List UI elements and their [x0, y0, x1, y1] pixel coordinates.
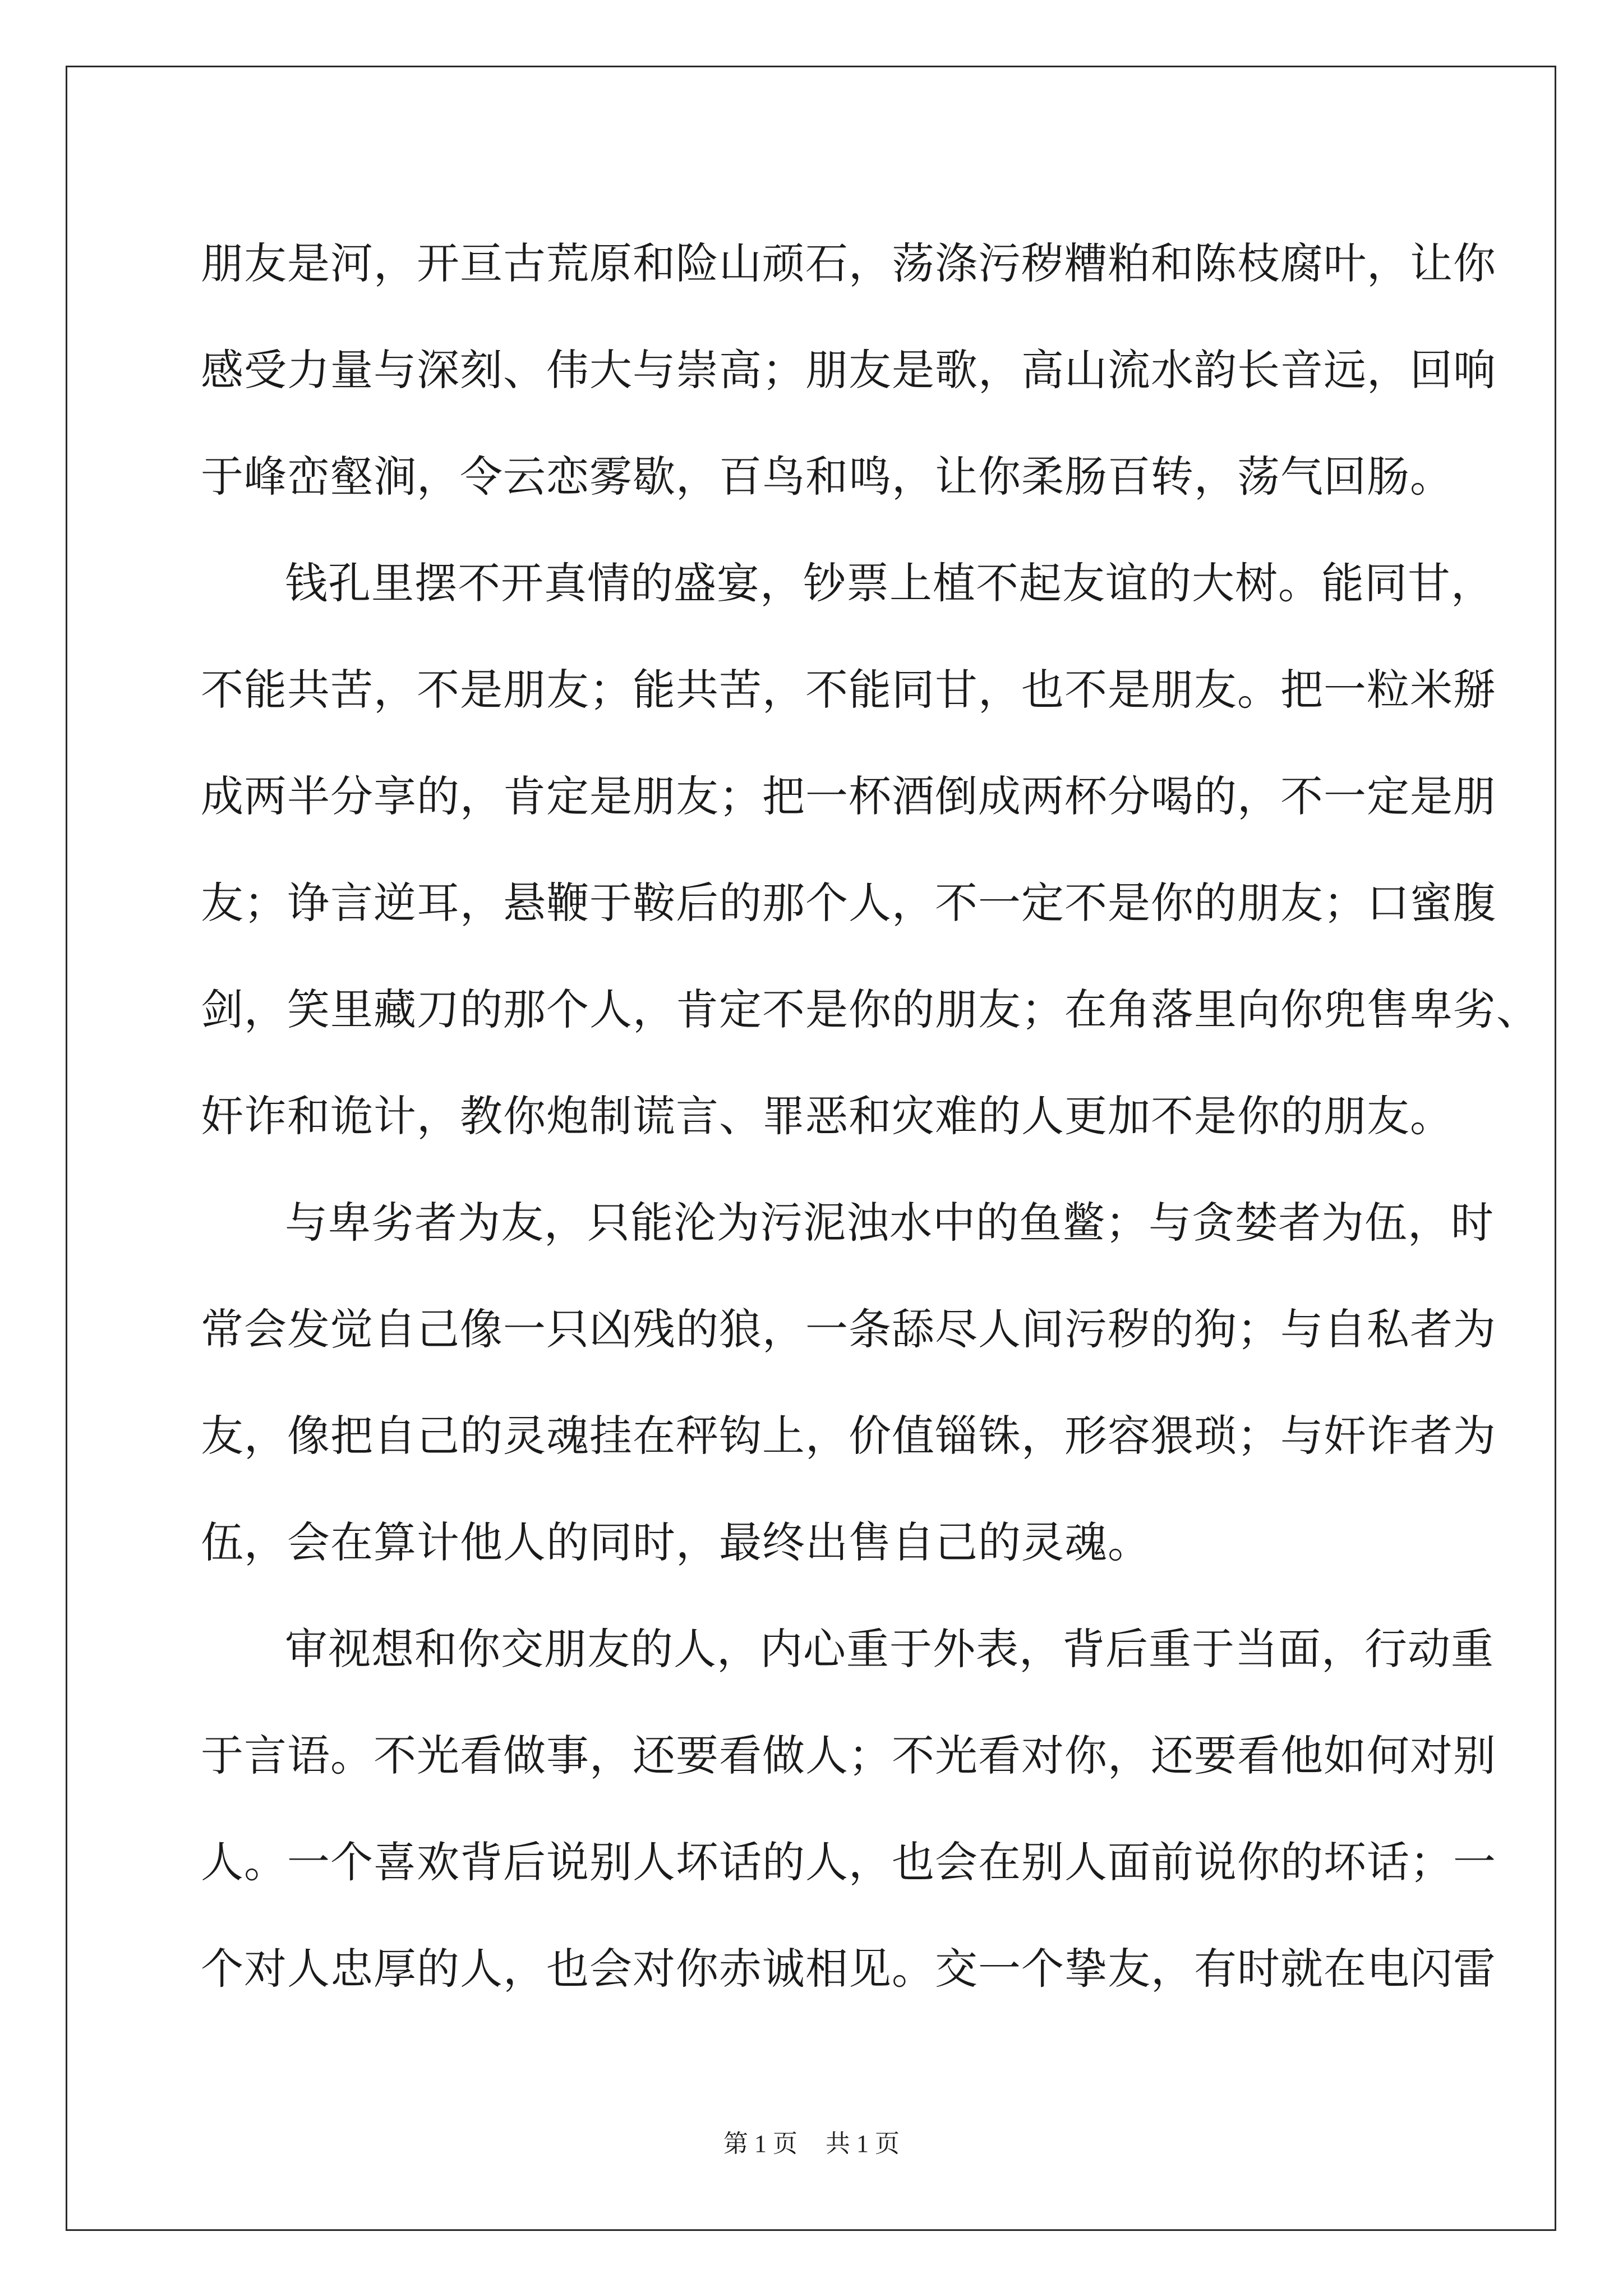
text-line: 友，像把自己的灵魂挂在秤钩上，价值锱铢，形容猥琐；与奸诈者为 [201, 1411, 1496, 1461]
text-line: 友；诤言逆耳，悬鞭于鞍后的那个人，不一定不是你的朋友；口蜜腹 [201, 878, 1496, 928]
text-line: 常会发觉自己像一只凶残的狼，一条舔尽人间污秽的狗；与自私者为 [201, 1304, 1496, 1354]
page-number: 第 1 页 [723, 2130, 797, 2157]
text-line: 奸诈和诡计，教你炮制谎言、罪恶和灾难的人更加不是你的朋友。 [201, 1091, 1453, 1141]
text-line: 于峰峦壑涧，令云恋雾歇，百鸟和鸣，让你柔肠百转，荡气回肠。 [201, 452, 1453, 501]
page-footer [0, 2127, 1623, 2161]
text-line: 与卑劣者为友，只能沦为污泥浊水中的鱼鳖；与贪婪者为伍，时 [285, 1198, 1494, 1248]
text-line: 钱孔里摆不开真情的盛宴，钞票上植不起友谊的大树。能同甘， [285, 558, 1494, 608]
text-line: 伍，会在算计他人的同时，最终出售自己的灵魂。 [201, 1517, 1151, 1567]
text-line: 朋友是河，开亘古荒原和险山顽石，荡涤污秽糟粕和陈枝腐叶，让你 [201, 238, 1496, 288]
text-line: 剑，笑里藏刀的那个人，肯定不是你的朋友；在角落里向你兜售卑劣、 [201, 984, 1539, 1034]
text-line: 审视想和你交朋友的人，内心重于外表，背后重于当面，行动重 [285, 1624, 1494, 1674]
document-body [201, 210, 1539, 2022]
paragraph [201, 530, 1539, 1170]
text-line: 不能共苦，不是朋友；能共苦，不能同甘，也不是朋友。把一粒米掰 [201, 665, 1496, 715]
text-line: 感受力量与深刻、伟大与崇高；朋友是歌，高山流水韵长音远，回响 [201, 345, 1496, 395]
paragraph [201, 1596, 1496, 2022]
paragraph [201, 210, 1496, 530]
text-line: 成两半分享的，肯定是朋友；把一杯酒倒成两杯分喝的，不一定是朋 [201, 771, 1496, 821]
paragraph [201, 1170, 1496, 1596]
text-line: 人。一个喜欢背后说别人坏话的人，也会在别人面前说你的坏话；一 [201, 1837, 1496, 1887]
page-total: 共 1 页 [826, 2130, 900, 2157]
text-line: 个对人忠厚的人，也会对你赤诚相见。交一个挚友，有时就在电闪雷 [201, 1944, 1496, 1994]
text-line: 于言语。不光看做事，还要看做人；不光看对你，还要看他如何对别 [201, 1731, 1496, 1780]
